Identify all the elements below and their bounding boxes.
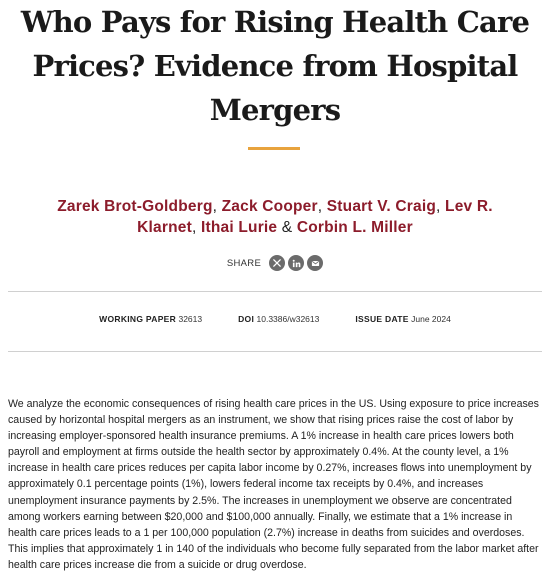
issue-date-meta <box>355 314 450 330</box>
author-link[interactable]: Zarek Brot-Goldberg <box>57 198 213 215</box>
share-bar <box>0 253 550 273</box>
author-separator: , <box>436 198 441 215</box>
author-link[interactable]: Zack Cooper <box>221 198 318 215</box>
working-paper-number: 32613 <box>178 314 203 324</box>
linkedin-icon[interactable] <box>288 255 304 271</box>
doi-value[interactable]: 10.3386/w32613 <box>256 314 320 324</box>
doi-meta <box>238 314 319 330</box>
author-link[interactable]: Stuart V. Craig <box>326 198 437 215</box>
share-label: SHARE <box>226 257 262 269</box>
author-separator: , <box>191 219 197 236</box>
working-paper-meta <box>99 314 202 330</box>
paper-title: Who Pays for Rising Health Care Prices? Evidence from Hospital Mergers <box>20 5 530 127</box>
divider <box>8 351 542 352</box>
paper-meta <box>0 314 550 330</box>
author-separator: & <box>281 219 293 236</box>
accent-rule <box>248 147 300 150</box>
doi-label: DOI <box>238 314 255 324</box>
author-list <box>30 196 520 238</box>
divider <box>8 291 542 292</box>
working-paper-label: WORKING PAPER <box>99 314 177 324</box>
abstract-text: We analyze the economic consequences of rising health care prices in the US. Using exposure to price increases caused by horizontal hospital mergers as an instrument, we show that rising prices raise the cost of labor by increasing employer-sponsored health insurance premiums. A 1% increase in health care prices lowers both payroll and employment at firms outside the health sector by approximately 0.4%. At the county level, a 1% increase in health care prices reduces per capita labor income by 0.27%, increases flows into unemployment by approximately 0.1 percentage points (1%), lowers federal income tax receipts by 0.4%, and increases unemployment insurance payments by 2.5%. The increases in unemployment we observe are concentrated among workers earning between $20,000 and $100,000 annually. Finally, we estimate that a 1% increase in health care prices leads to a 1 per 100,000 population (2.7%) increase in deaths from suicides and overdoses. This implies that approximately 1 in 140 of the individuals who become fully separated from the labor market after health care prices increase die from a suicide or drug overdose. <box>8 398 539 571</box>
author-separator: , <box>212 198 218 215</box>
x-icon[interactable] <box>269 255 285 271</box>
issue-date-label: ISSUE DATE <box>355 314 409 324</box>
author-link[interactable]: Corbin L. Miller <box>296 219 413 236</box>
author-link[interactable]: Ithai Lurie <box>200 219 278 236</box>
email-icon[interactable] <box>307 255 323 271</box>
issue-date-value: June 2024 <box>411 314 451 324</box>
author-separator: , <box>317 198 323 215</box>
author-link[interactable]: Lev R. Klarnet <box>137 198 493 236</box>
